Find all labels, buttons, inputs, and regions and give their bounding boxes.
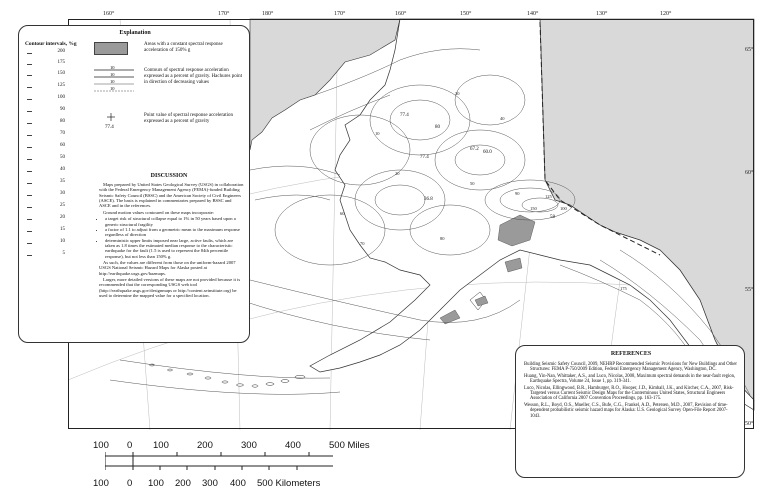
contour-interval-value: 90: [60, 107, 65, 112]
longitude-label: 120°: [660, 11, 672, 17]
discussion-paragraph: Ground motion values contoured on these maps incorporate:: [103, 209, 215, 215]
contour-interval-value: 150: [57, 71, 65, 76]
longitude-label: 170°: [334, 11, 346, 17]
longitude-label: 150°: [460, 11, 472, 17]
longitude-label: 170°: [218, 11, 230, 17]
legend-shaded-text: Areas with a constant spectral response acceleration of 150% g: [144, 42, 223, 53]
contour-interval-row: [25, 71, 65, 79]
latitude-label: 55°: [745, 287, 754, 293]
longitude-label: 130°: [596, 11, 608, 17]
contour-interval-value: 100: [57, 95, 65, 100]
contour-label: 60: [340, 211, 345, 216]
latitude-label: 65°: [745, 47, 754, 53]
discussion-paragraph: Maps prepared by United States Geological Survey (USGS) in collaboration with the Federal Emergency Management Agency (FEMA)-funded Building Seismic Safety Council (BSSC) and the American Society of Civil Engineers (ASCE). The basis is explained in commentaries prepared by BSSC and ASCE and in the references.: [99, 182, 244, 209]
scale-miles-tick: 300: [241, 440, 257, 451]
contour-interval-value: 80: [60, 119, 65, 124]
contour-interval-value: 10: [60, 239, 65, 244]
contour-interval-row: [25, 60, 65, 68]
contour-interval-value: 125: [57, 83, 65, 88]
longitude-label: 160°: [395, 11, 407, 17]
contour-interval-row: [25, 131, 65, 139]
scale-miles-tick: 200: [197, 440, 213, 451]
scale-km-tick: 500 Kilometers: [257, 478, 321, 489]
longitude-label: 160°: [103, 11, 115, 17]
scale-bar-graphic: [105, 452, 335, 476]
contour-label: 70: [360, 241, 365, 246]
contour-interval-row: [25, 191, 65, 199]
point-value-1: 77.4: [400, 113, 409, 118]
contour-interval-row: [25, 119, 65, 127]
point-value-3: 77.4: [420, 155, 429, 160]
scale-bar: [60, 440, 430, 490]
point-value-7: 58: [550, 215, 555, 220]
latitude-label: 50°: [745, 421, 754, 427]
contour-interval-row: [25, 227, 65, 235]
scale-miles-tick: 0: [127, 440, 133, 451]
scale-km-tick: 300: [202, 478, 218, 489]
longitude-label: 140°: [527, 11, 539, 17]
contour-label: 10: [375, 131, 380, 136]
discussion-paragraph: Larger, more detailed versions of these maps are not provided because it is recommended that the corresponding USGS web tool (http://earthquake.usgs.gov/designmaps or http://content.seinstitute.org) be used to determine the mapped value for a specified location.: [99, 277, 241, 299]
contour-label: 175: [620, 286, 627, 291]
contour-interval-row: [25, 215, 65, 223]
contour-interval-row: [25, 179, 65, 187]
legend-point-text: Point value of spectral response acceleration expressed as a percent of gravity: [144, 113, 233, 124]
contour-interval-value: 25: [60, 203, 65, 208]
contour-interval-value: 60: [60, 143, 65, 148]
legend-contour-value: 10: [110, 66, 115, 70]
references-list: [524, 362, 738, 420]
contour-interval-value: 20: [60, 215, 65, 220]
contour-intervals-title: Contour intervals, %g: [25, 41, 77, 47]
scale-miles-tick: 500 Miles: [329, 440, 370, 451]
reference-item: Wesson, R.L., Boyd, O.S., Mueller, C.S., Bufe, C.G., Frankel, A.D., Petersen, M.D., 2007, Revision of time-dependent probabilistic seismic hazard maps for Alaska: U.S. Geological Survey Open-File Report 2007-1043.: [524, 402, 728, 419]
legend-contours-text: Contours of spectral response acceleration expressed as a percent of gravity. Hachures point in direction of decreasing values: [144, 68, 242, 85]
contour-label: 20: [395, 171, 400, 176]
contour-interval-value: 175: [57, 60, 65, 65]
references-title: REFERENCES: [610, 351, 652, 357]
discussion-text: [99, 182, 244, 300]
scale-km-tick: 200: [175, 478, 191, 489]
contour-line-swatch: [94, 66, 134, 96]
reference-item: Luco, Nicolas, Ellingwood, B.R., Hamburger, R.O., Hooper, J.D., Kimball, J.K., and Kircher, C.A., 2007, Risk-Targeted versus Current Seismic Design Maps for the Conterminous United States, Structural Engineers Association of California 2007 Convention Proceedings, pp. 163-175.: [524, 385, 734, 402]
legend-contour-value: 10: [110, 72, 115, 77]
scale-km-tick: 100: [93, 478, 109, 489]
contour-interval-value: 50: [60, 155, 65, 160]
discussion-bullets: [99, 216, 244, 259]
contour-interval-row: [25, 143, 65, 151]
scale-km-tick: 400: [230, 478, 246, 489]
reference-item: Huang, Yin-Nan, Whittaker, A.S., and Luco, Nicolas, 2008, Maximum spectral demands in the near-fault region, Earthquake Spectra, Volume 24, Issue 1, pp. 319-341.: [524, 373, 736, 385]
contour-interval-value: 40: [60, 167, 65, 172]
contour-interval-value: 5: [62, 251, 65, 256]
scale-km-tick: 0: [127, 478, 133, 489]
latitude-label: 60°: [745, 170, 754, 176]
contour-label: 100: [560, 206, 567, 211]
legend-point-value: 77.4: [105, 125, 114, 130]
contour-interval-row: [25, 49, 65, 57]
contour-label: 40: [500, 116, 505, 121]
scale-miles-tick: 400: [285, 440, 301, 451]
point-value-symbol: [105, 111, 125, 131]
references-panel: [515, 345, 745, 478]
contour-label: 150: [530, 206, 537, 211]
point-value-2: 80: [435, 125, 440, 130]
contour-label: 50: [470, 181, 475, 186]
contour-interval-row: [25, 107, 65, 115]
explanation-panel: [18, 25, 250, 343]
contour-interval-row: [25, 155, 65, 163]
point-value-5: 60.0: [483, 150, 492, 155]
discussion-bullet: • deterministic upper limits imposed near large, active faults, which are taken as 1.8 times the estimated median response to the characteristic earthquake for the fault (1.5 is used to represent the 84th percentile response), but not less than 150% g.: [105, 238, 244, 259]
discussion-title: DISCUSSION: [150, 173, 188, 179]
contour-label: 90: [515, 191, 520, 196]
longitude-label: 180°: [262, 11, 274, 17]
contour-interval-row: [25, 239, 65, 247]
legend-contour-value: 10: [110, 79, 115, 84]
shaded-area-swatch: [94, 42, 128, 55]
contour-interval-value: 30: [60, 191, 65, 196]
discussion-paragraph: As such, the values are different from those on the uniform-hazard 2007 USGS National Seismic Hazard Maps for Alaska posted at http://earthquake.usgs.gov/hazmaps.: [99, 260, 236, 276]
contour-interval-row: [25, 251, 65, 259]
point-value-6: 36.8: [424, 197, 433, 202]
contour-interval-value: 15: [60, 227, 65, 232]
contour-interval-row: [25, 83, 65, 91]
scale-miles-tick: 100: [93, 440, 109, 451]
point-value-4: 67.2: [470, 147, 479, 152]
legend-contour-value: 10: [110, 86, 115, 91]
contour-label: 125: [545, 194, 552, 199]
contour-interval-row: [25, 167, 65, 175]
contour-interval-value: 200: [57, 49, 65, 54]
contour-label: 80: [440, 236, 445, 241]
discussion-bullet: • a target risk of structural collapse equal to 1% in 50 years based upon a generic structural fragility: [105, 216, 244, 227]
scale-miles-tick: 100: [153, 440, 169, 451]
reference-item: Building Seismic Safety Council, 2009, NEHRP Recommended Seismic Provisions for New Buildings and Other Structures: FEMA P-750/2009 Edition, Federal Emergency Management Agency, Washington, DC.: [524, 362, 737, 373]
scale-km-tick: 100: [148, 478, 164, 489]
contour-interval-value: 35: [60, 179, 65, 184]
contour-interval-value: 70: [60, 131, 65, 136]
contour-interval-row: [25, 95, 65, 103]
explanation-title: Explanation: [119, 30, 151, 36]
contour-label: 30: [455, 91, 460, 96]
discussion-bullet: • a factor of 1.1 to adjust from a geometric mean to the maximum response regardless of direction: [105, 227, 244, 238]
contour-interval-row: [25, 203, 65, 211]
